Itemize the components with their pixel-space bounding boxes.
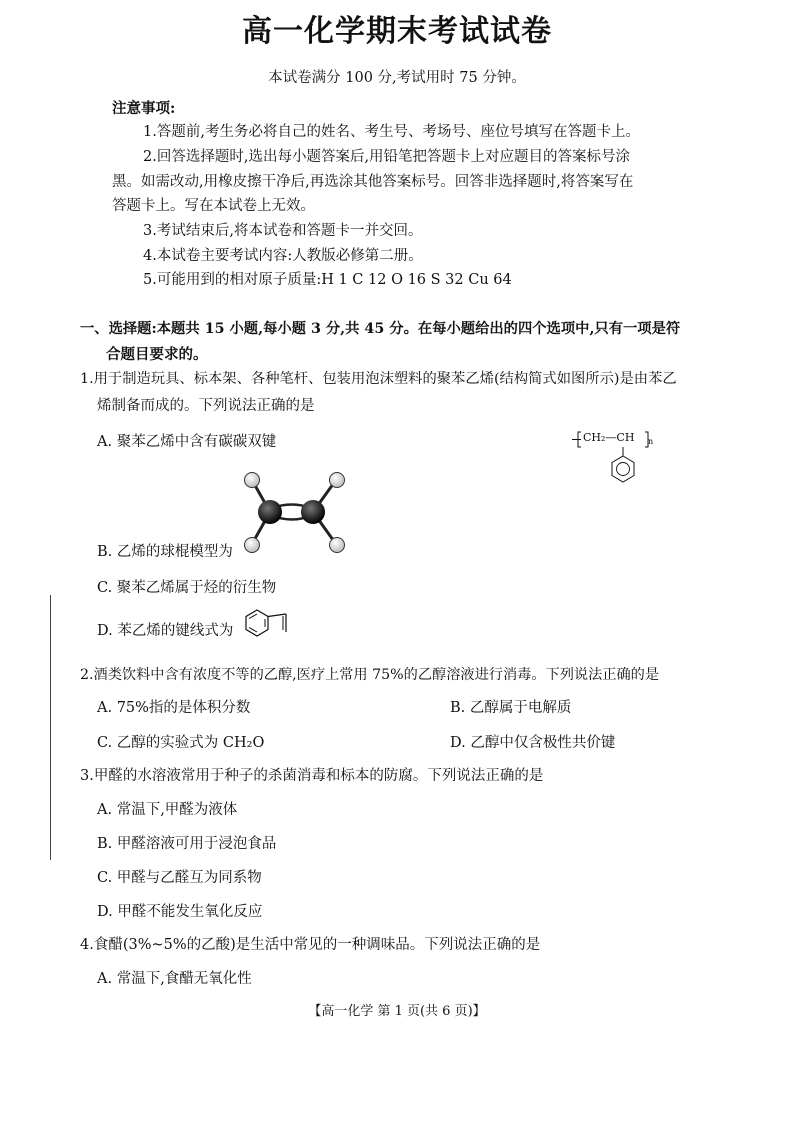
notes-line: 黑。如需改动,用橡皮擦干净后,再选涂其他答案标号。回答非选择题时,将答案写在 (112, 174, 634, 190)
margin-line (50, 595, 51, 860)
q1-option-a: A. 聚苯乙烯中含有碳碳双键 (97, 434, 277, 450)
q2-option-d: D. 乙醇中仅含极性共价键 (450, 735, 616, 751)
page-title: 高一化学期末考试试卷 (242, 14, 552, 49)
q1-option-c: C. 聚苯乙烯属于烃的衍生物 (97, 580, 277, 596)
q1-option-d: D. 苯乙烯的键线式为 (97, 623, 234, 639)
q3-option-b: B. 甲醛溶液可用于浸泡食品 (97, 836, 277, 852)
q4-option-a: A. 常温下,食醋无氧化性 (97, 971, 252, 987)
question-1-stem-cont: 烯制备而成的。下列说法正确的是 (97, 398, 315, 414)
notes-line: 2.回答选择题时,选出每小题答案后,用铅笔把答题卡上对应题目的答案标号涂 (143, 149, 631, 165)
notes-line: 1.答题前,考生务必将自己的姓名、考生号、考场号、座位号填写在答题卡上。 (143, 124, 640, 140)
q3-option-a: A. 常温下,甲醛为液体 (97, 802, 238, 818)
q2-option-c: C. 乙醇的实验式为 CH₂O (97, 735, 265, 751)
section-heading-cont: 合题目要求的。 (106, 346, 208, 363)
question-2-stem: 2.酒类饮料中含有浓度不等的乙醇,医疗上常用 75%的乙醇溶液进行消毒。下列说法正确的是 (80, 667, 660, 683)
page-footer: 【高一化学 第 1 页(共 6 页)】 (308, 1004, 486, 1019)
exam-info: 本试卷满分 100 分,考试用时 75 分钟。 (268, 70, 526, 86)
question-3-stem: 3.甲醛的水溶液常用于种子的杀菌消毒和标本的防腐。下列说法正确的是 (80, 768, 544, 784)
notes-heading: 注意事项: (112, 100, 176, 117)
q2-option-b: B. 乙醇属于电解质 (450, 700, 572, 716)
section-heading: 一、选择题:本题共 15 小题,每小题 3 分,共 45 分。在每小题给出的四个选项中,只有一项是符 (80, 321, 681, 337)
question-1-stem: 1.用于制造玩具、标本架、各种笔杆、包装用泡沫塑料的聚苯乙烯(结构简式如图所示)是由苯乙 (80, 371, 677, 387)
notes-line: 4.本试卷主要考试内容:人教版必修第二册。 (143, 248, 423, 264)
q3-option-d: D. 甲醛不能发生氧化反应 (97, 904, 263, 920)
polymer-subscript: n (648, 437, 654, 446)
q1-option-b: B. 乙烯的球棍模型为 (97, 544, 233, 560)
q3-option-c: C. 甲醛与乙醛互为同系物 (97, 870, 262, 886)
notes-line: 3.考试结束后,将本试卷和答题卡一并交回。 (143, 223, 423, 239)
q2-option-a: A. 75%指的是体积分数 (97, 700, 251, 716)
notes-line: 5.可能用到的相对原子质量:H 1 C 12 O 16 S 32 Cu 64 (143, 272, 512, 288)
question-4-stem: 4.食醋(3%~5%的乙酸)是生活中常见的一种调味品。下列说法正确的是 (80, 937, 541, 953)
polymer-formula: CH₂—CH (583, 431, 635, 444)
notes-line: 答题卡上。写在本试卷上无效。 (112, 198, 315, 214)
